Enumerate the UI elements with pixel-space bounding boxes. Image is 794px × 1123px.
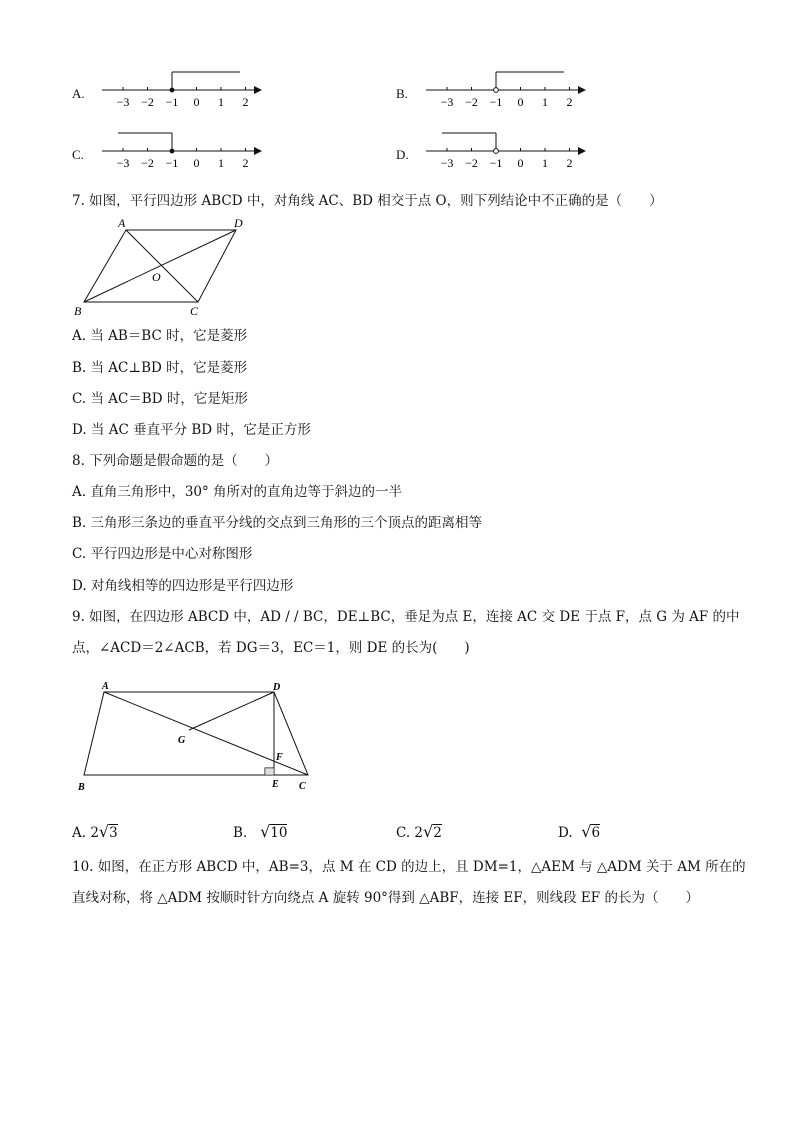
q9-answer-b-label: B. (233, 825, 248, 841)
q8-option-b[interactable]: B. 三角形三条边的垂直平分线的交点到三角形的三个顶点的距离相等 (72, 515, 483, 531)
q7-option-c[interactable]: C. 当 AC＝BD 时，它是矩形 (72, 391, 248, 407)
q7-label-d: D (234, 216, 243, 230)
numberline-b (424, 66, 594, 110)
sqrt-icon: √ (423, 822, 434, 841)
q10-line2: 直线对称，将 △ADM 按顺时针方向绕点 A 旋转 90°得到 △ABF，连接 EF，则线段 EF 的长为（ ） (72, 890, 699, 906)
numberline-tick-label: 2 (566, 156, 573, 170)
q9-answer-c-label: C. 2 (396, 825, 424, 841)
open-point-icon (494, 88, 499, 93)
q9-answer-a-radicand: 3 (109, 825, 118, 841)
numberline-tick-label: −1 (165, 95, 179, 109)
numberline-tick-label: 1 (218, 95, 224, 109)
q7-option-b[interactable]: B. 当 AC⊥BD 时，它是菱形 (72, 360, 248, 376)
numberline-a (100, 66, 270, 110)
numberline-tick-label: −2 (141, 156, 154, 170)
q9-label-g: G (178, 735, 186, 746)
q9-stem-line1: 9. 如图，在四边形 ABCD 中，AD / / BC，DE⊥BC，垂足为点 E，连接 AC 交 DE 于点 F，点 G 为 AF 的中 (72, 609, 740, 625)
numberline-option-a-label[interactable]: A. (72, 86, 85, 101)
numberline-tick-label: −1 (489, 156, 503, 170)
q9-answer-d[interactable] (558, 822, 600, 841)
q7-label-b: B (74, 304, 82, 318)
numberline-tick-label: 1 (218, 156, 224, 170)
solid-point-icon (170, 149, 175, 154)
numberline-tick-label: 2 (242, 156, 249, 170)
q9-answer-c[interactable] (396, 822, 442, 841)
q9-answer-a[interactable] (72, 822, 118, 841)
q9-label-b: B (78, 782, 85, 793)
numberline-tick-label: −1 (165, 156, 179, 170)
q7-parallelogram-figure (72, 214, 262, 320)
numberline-tick-label: 2 (242, 95, 249, 109)
numberline-tick-label: 0 (517, 95, 524, 109)
sqrt-icon: √ (98, 822, 110, 841)
q9-answer-d-label: D. (558, 825, 573, 841)
q9-answer-c-radicand: 2 (433, 825, 442, 841)
numberline-tick-label: −1 (489, 95, 503, 109)
numberline-tick-label: 1 (542, 95, 548, 109)
q9-answer-a-label: A. 2 (72, 825, 99, 841)
open-point-icon (494, 149, 499, 154)
q8-option-a[interactable]: A. 直角三角形中，30° 角所对的直角边等于斜边的一半 (72, 484, 403, 500)
sqrt-icon: √ (260, 822, 271, 841)
q8-option-c[interactable]: C. 平行四边形是中心对称图形 (72, 546, 253, 562)
sqrt-icon: √ (581, 822, 592, 841)
q10-line1: 10. 如图，在正方形 ABCD 中，AB=3，点 M 在 CD 的边上，且 DM=1，△AEM 与 △ADM 关于 AM 所在的 (72, 859, 746, 875)
q9-label-e: E (272, 779, 279, 790)
numberline-d (424, 127, 594, 171)
q7-stem: 7. 如图，平行四边形 ABCD 中，对角线 AC、BD 相交于点 O，则下列结论中不正确的是（ ） (72, 193, 663, 209)
numberline-tick-label: −3 (116, 156, 130, 170)
numberline-option-d-label[interactable]: D. (396, 147, 409, 162)
q7-option-d[interactable]: D. 当 AC 垂直平分 BD 时，它是正方形 (72, 422, 311, 438)
q7-label-a: A (118, 216, 126, 230)
numberline-tick-label: −2 (141, 95, 154, 109)
q9-stem-line2: 点，∠ACD＝2∠ACB，若 DG＝3，EC＝1，则 DE 的长为( ) (72, 640, 470, 656)
numberline-option-b-label[interactable]: B. (396, 86, 408, 101)
q9-label-c: C (299, 781, 306, 792)
numberline-tick-label: 0 (517, 156, 524, 170)
q8-option-d[interactable]: D. 对角线相等的四边形是平行四边形 (72, 578, 294, 594)
q9-trapezoid-figure (72, 678, 322, 798)
numberline-option-c-label[interactable]: C. (72, 147, 84, 162)
q9-answer-d-radicand: 6 (591, 825, 601, 841)
numberline-tick-label: −3 (440, 95, 454, 109)
q7-label-c: C (190, 304, 199, 318)
numberline-tick-label: −3 (440, 156, 454, 170)
numberline-tick-label: 0 (193, 95, 200, 109)
q9-label-f: F (276, 752, 283, 763)
numberline-c (100, 127, 270, 171)
numberline-tick-label: 0 (193, 156, 200, 170)
solid-point-icon (170, 88, 175, 93)
numberline-tick-label: 1 (542, 156, 548, 170)
q7-option-a[interactable]: A. 当 AB＝BC 时，它是菱形 (72, 328, 248, 344)
q8-stem: 8. 下列命题是假命题的是（ ） (72, 453, 279, 469)
q9-answer-b-radicand: 10 (270, 825, 288, 841)
numberline-tick-label: −2 (465, 95, 478, 109)
q9-label-d: D (273, 682, 281, 693)
q9-label-a: A (102, 681, 109, 692)
q9-answer-b[interactable] (233, 822, 287, 841)
numberline-tick-label: −3 (116, 95, 130, 109)
numberline-tick-label: −2 (465, 156, 478, 170)
q7-label-o: O (152, 270, 161, 284)
numberline-tick-label: 2 (566, 95, 573, 109)
